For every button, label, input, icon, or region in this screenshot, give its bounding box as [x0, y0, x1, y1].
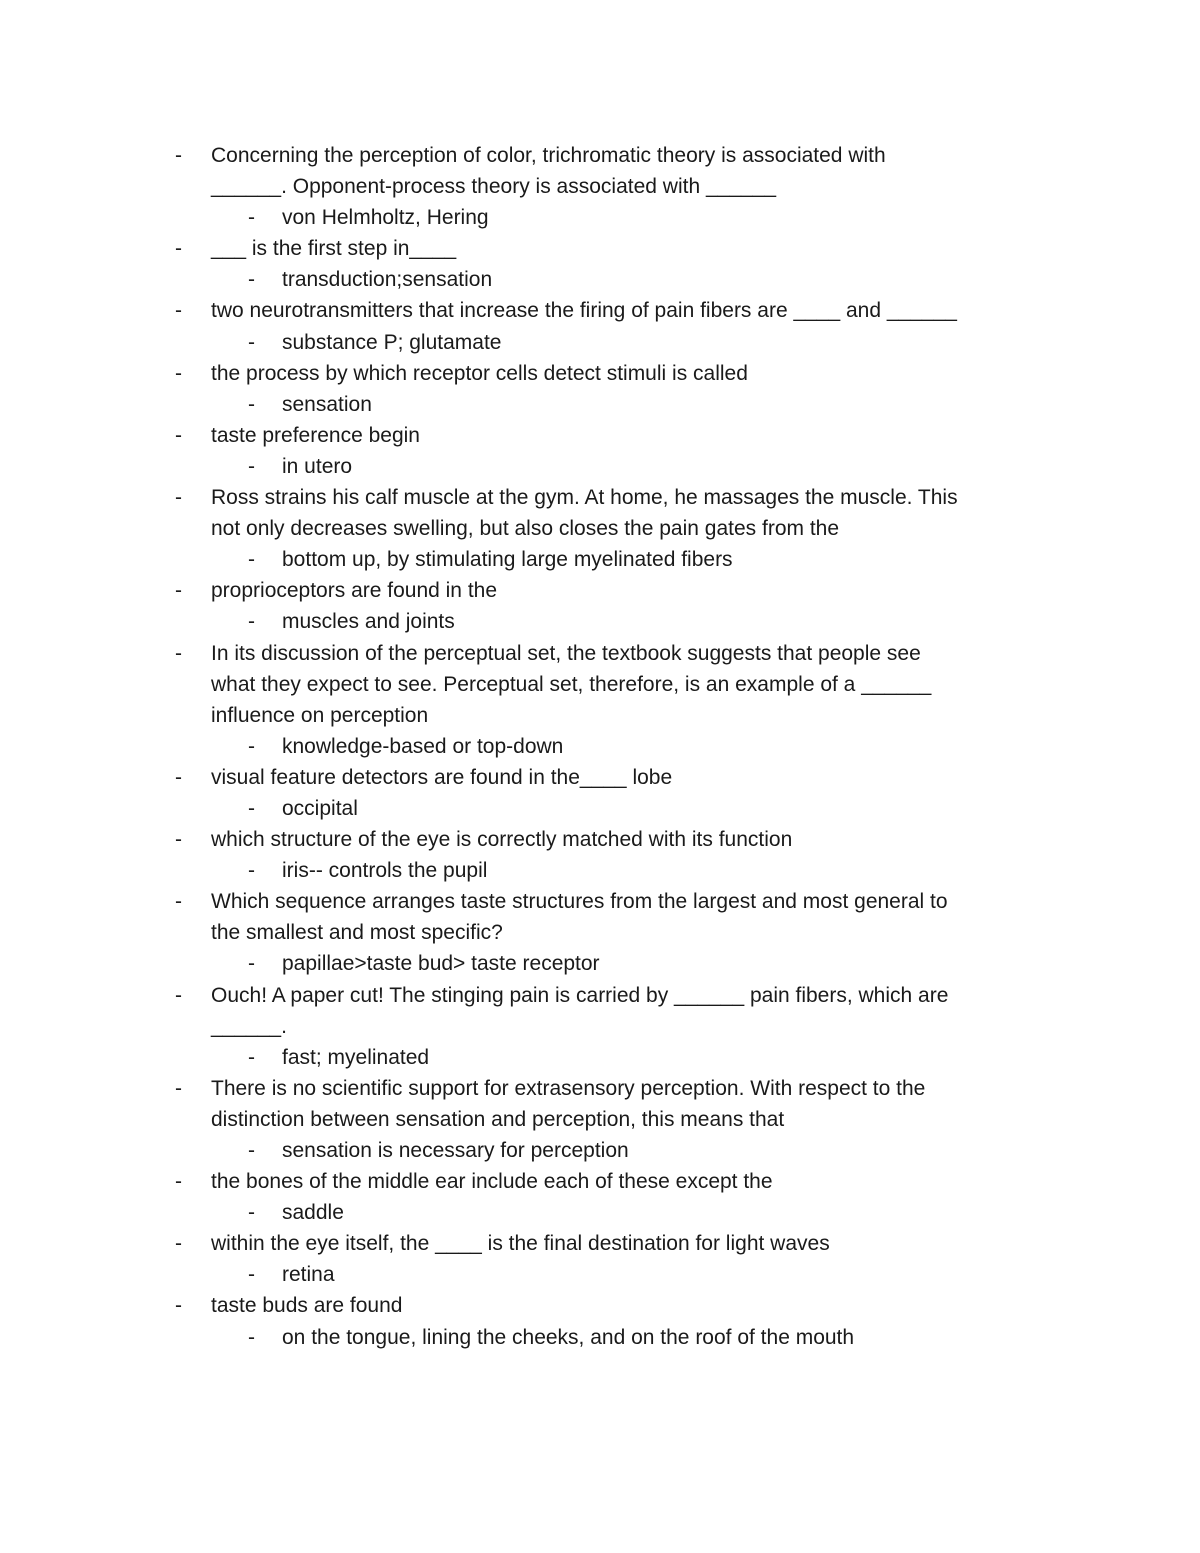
question-line	[0, 886, 1200, 917]
answer-line	[0, 855, 1200, 886]
bullet-dash: -	[175, 299, 182, 323]
answer-line	[0, 264, 1200, 295]
bullet-dash: -	[175, 144, 182, 167]
question-text: Ross strains his calf muscle at the gym. At home, he massages the muscle. This	[211, 486, 958, 510]
sub-bullet-dash: -	[248, 859, 255, 883]
question-line	[0, 420, 1200, 451]
question-text: what they expect to see. Perceptual set, therefore, is an example of a ______	[211, 672, 932, 696]
question-text: distinction between sensation and perception, this means that	[211, 1107, 785, 1131]
question-text: taste preference begin	[211, 423, 420, 447]
bullet-dash: -	[175, 486, 182, 510]
bullet-dash: -	[175, 983, 182, 1007]
sub-bullet-dash: -	[248, 206, 255, 230]
question-text: ______. Opponent-process theory is associated with ______	[211, 175, 777, 199]
answer-line	[0, 731, 1200, 762]
answer-text: occipital	[282, 796, 358, 820]
bullet-dash: -	[175, 1294, 182, 1318]
question-line	[0, 1166, 1200, 1197]
sub-bullet-dash: -	[248, 1045, 255, 1069]
sub-bullet-dash: -	[248, 734, 255, 758]
answer-line	[0, 793, 1200, 824]
sub-bullet-dash: -	[248, 268, 255, 292]
answer-line	[0, 1259, 1200, 1290]
sub-bullet-dash: -	[248, 330, 255, 354]
question-line	[0, 980, 1200, 1011]
question-continuation-line	[0, 700, 1200, 731]
question-text: There is no scientific support for extrasensory perception. With respect to the	[211, 1076, 926, 1100]
question-line	[0, 1228, 1200, 1259]
answer-text: substance P; glutamate	[282, 330, 502, 354]
question-continuation-line	[0, 669, 1200, 700]
answer-text: iris-- controls the pupil	[282, 859, 488, 883]
answer-text: in utero	[282, 454, 353, 478]
sub-bullet-dash: -	[248, 392, 255, 416]
sub-bullet-dash: -	[248, 1263, 255, 1287]
question-text: the smallest and most specific?	[211, 921, 503, 945]
answer-line	[0, 1135, 1200, 1166]
bullet-dash: -	[175, 1076, 182, 1100]
question-text: taste buds are found	[211, 1294, 403, 1318]
question-line	[0, 140, 1200, 171]
bullet-dash: -	[175, 237, 182, 261]
question-text: two neurotransmitters that increase the firing of pain fibers are ____ and ______	[211, 299, 957, 323]
question-line	[0, 762, 1200, 793]
answer-text: fast; myelinated	[282, 1045, 430, 1069]
question-line	[0, 358, 1200, 389]
answer-text: knowledge-based or top-down	[282, 734, 564, 758]
bullet-dash: -	[175, 765, 182, 789]
sub-bullet-dash: -	[248, 610, 255, 634]
answer-line	[0, 1197, 1200, 1228]
bullet-dash: -	[175, 1170, 182, 1194]
answer-text: on the tongue, lining the cheeks, and on the roof of the mouth	[282, 1325, 855, 1349]
bullet-dash: -	[175, 890, 182, 914]
answer-text: sensation	[282, 392, 372, 416]
answer-line	[0, 202, 1200, 233]
answer-line	[0, 1042, 1200, 1073]
answer-text: muscles and joints	[282, 610, 455, 634]
question-line	[0, 295, 1200, 326]
question-continuation-line	[0, 917, 1200, 948]
question-line	[0, 1290, 1200, 1321]
question-text: within the eye itself, the ____ is the final destination for light waves	[211, 1232, 830, 1256]
answer-line	[0, 948, 1200, 979]
sub-bullet-dash: -	[248, 952, 255, 976]
answer-text: transduction;sensation	[282, 268, 493, 292]
answer-line	[0, 327, 1200, 358]
sub-bullet-dash: -	[248, 796, 255, 820]
sub-bullet-dash: -	[248, 454, 255, 478]
question-text: ______.	[211, 1014, 287, 1038]
question-line	[0, 233, 1200, 264]
question-continuation-line	[0, 513, 1200, 544]
answer-line	[0, 544, 1200, 575]
question-text: visual feature detectors are found in the____ lobe	[211, 765, 673, 789]
question-text: the process by which receptor cells detect stimuli is called	[211, 361, 748, 385]
bullet-dash: -	[175, 828, 182, 852]
bullet-dash: -	[175, 641, 182, 665]
answer-line	[0, 1322, 1200, 1353]
question-text: Which sequence arranges taste structures from the largest and most general to	[211, 890, 948, 914]
bullet-dash: -	[175, 423, 182, 447]
question-continuation-line	[0, 171, 1200, 202]
sub-bullet-dash: -	[248, 548, 255, 572]
answer-text: papillae>taste bud> taste receptor	[282, 952, 600, 976]
sub-bullet-dash: -	[248, 1325, 255, 1349]
question-line	[0, 482, 1200, 513]
question-text: not only decreases swelling, but also closes the pain gates from the	[211, 517, 840, 541]
bullet-dash: -	[175, 361, 182, 385]
answer-line	[0, 451, 1200, 482]
question-continuation-line	[0, 1104, 1200, 1135]
answer-text: retina	[282, 1263, 335, 1287]
answer-text: von Helmholtz, Hering	[282, 206, 489, 230]
answer-line	[0, 606, 1200, 637]
answer-text: saddle	[282, 1201, 344, 1225]
question-text: Ouch! A paper cut! The stinging pain is carried by ______ pain fibers, which are	[211, 983, 949, 1007]
sub-bullet-dash: -	[248, 1139, 255, 1162]
bullet-dash: -	[175, 579, 182, 603]
question-line	[0, 824, 1200, 855]
answer-line	[0, 389, 1200, 420]
question-text: proprioceptors are found in the	[211, 579, 498, 603]
question-text: influence on perception	[211, 703, 429, 727]
document-page	[0, 140, 1200, 1353]
question-text: In its discussion of the perceptual set, the textbook suggests that people see	[211, 641, 921, 665]
answer-text: bottom up, by stimulating large myelinated fibers	[282, 548, 733, 572]
answer-text: sensation is necessary for perception	[282, 1139, 629, 1162]
question-text: ___ is the first step in____	[211, 237, 457, 261]
question-line	[0, 1073, 1200, 1104]
question-line	[0, 575, 1200, 606]
question-text: the bones of the middle ear include each of these except the	[211, 1170, 773, 1194]
question-continuation-line	[0, 1011, 1200, 1042]
question-line	[0, 638, 1200, 669]
sub-bullet-dash: -	[248, 1201, 255, 1225]
question-text: Concerning the perception of color, trichromatic theory is associated with	[211, 144, 886, 167]
question-text: which structure of the eye is correctly matched with its function	[211, 828, 793, 852]
bullet-dash: -	[175, 1232, 182, 1256]
